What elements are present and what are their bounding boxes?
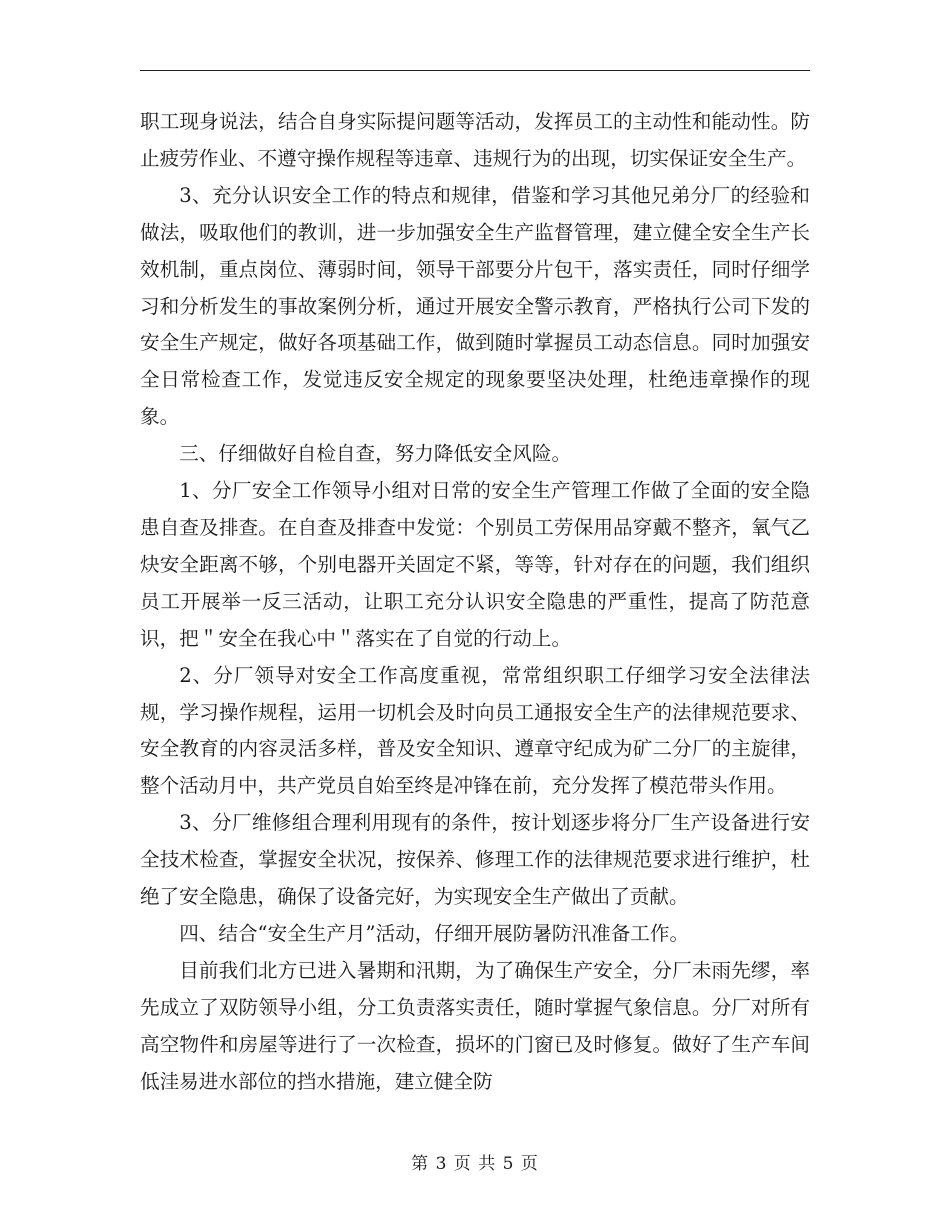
paragraph: 2、分厂领导对安全工作高度重视，常常组织职工仔细学习安全法律法规，学习操作规程，运用一切机会及时向员工通报安全生产的法律规范要求、安全教育的内容灵活多样，普及安全知识、遵章守纪成为矿二分厂的主旋律，整个活动月中，共产党员自始至终是冲锋在前，充分发挥了模范带头作用。 [140,663,810,798]
page-footer: 第 3 页 共 5 页 [411,1154,539,1174]
paragraph: 3、充分认识安全工作的特点和规律，借鉴和学习其他兄弟分厂的经验和做法，吸取他们的教训，进一步加强安全生产监督管理，建立健全安全生产长效机制，重点岗位、薄弱时间，领导干部要分片包干，落实责任，同时仔细学习和分析发生的事故案例分析，通过开展安全警示教育，严格执行公司下发的安全生产规定，做好各项基础工作，做到随时掌握员工动态信息。同时加强安全日常检查工作，发觉违反安全规定的现象要坚决处理，杜绝违章操作的现象。 [140,183,810,429]
document-body [140,104,810,1100]
header-rule [140,70,810,71]
paragraph: 目前我们北方已进入暑期和汛期，为了确保生产安全，分厂未雨先缪，率先成立了双防领导小组，分工负责落实责任，随时掌握气象信息。分厂对所有高空物件和房屋等进行了一次检查，损坏的门窗已及时修复。做好了生产车间低洼易进水部位的挡水措施，建立健全防 [140,958,810,1093]
paragraph: 1、分厂安全工作领导小组对日常的安全生产管理工作做了全面的安全隐患自查及排查。在自查及排查中发觉：个别员工劳保用品穿戴不整齐，氧气乙炔安全距离不够，个别电器开关固定不紧，等等，针对存在的问题，我们组织员工开展举一反三活动，让职工充分认识安全隐患的严重性，提高了防范意识，把＂安全在我心中＂落实在了自觉的行动上。 [140,479,810,650]
paragraph: 职工现身说法，结合自身实际提问题等活动，发挥员工的主动性和能动性。防止疲劳作业、不遵守操作规程等违章、违规行为的出现，切实保证安全生产。 [140,110,810,170]
paragraph: 3、分厂维修组合理利用现有的条件，按计划逐步将分厂生产设备进行安全技术检查，掌握安全状况，按保养、修理工作的法律规范要求进行维护，杜绝了安全隐患，确保了设备完好，为实现安全生产做出了贡献。 [140,811,810,909]
section-heading: 四、结合“安全生产月”活动，仔细开展防暑防汛准备工作。 [179,921,690,945]
section-heading: 三、仔细做好自检自查，努力降低安全风险。 [179,442,572,466]
